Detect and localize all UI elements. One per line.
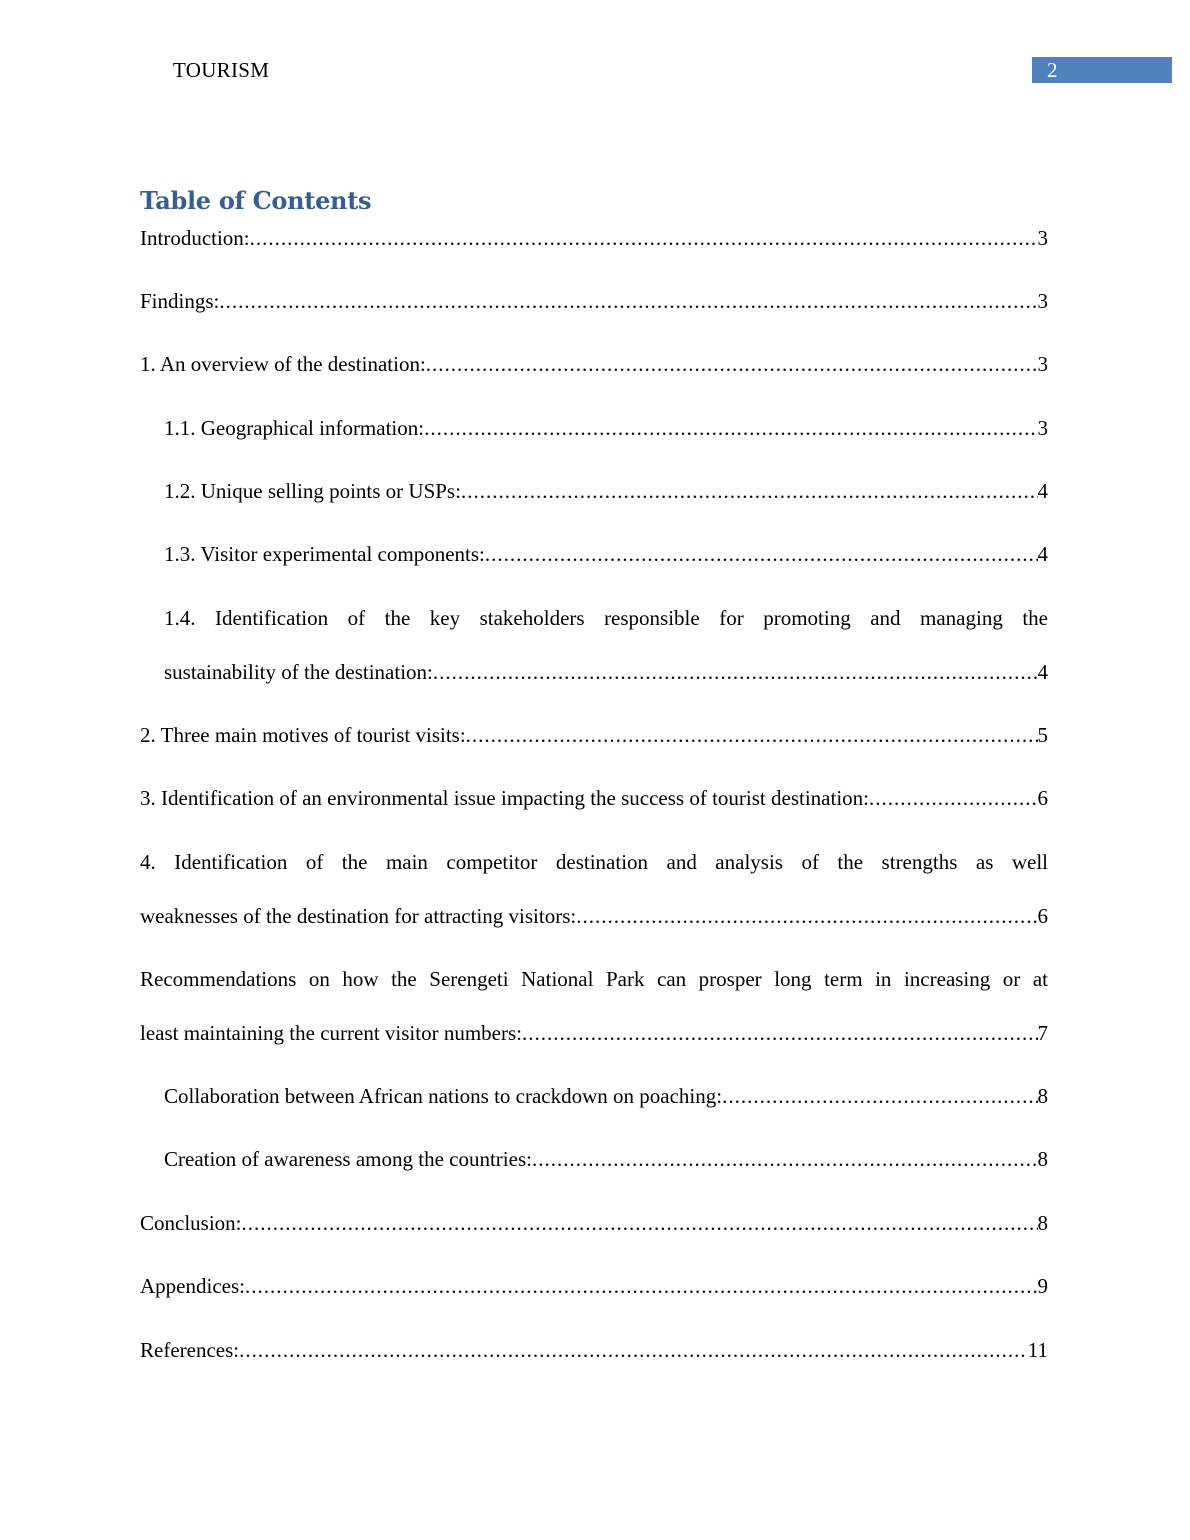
toc-entry-recommendations[interactable] xyxy=(140,1020,1048,1046)
toc-leader xyxy=(532,1146,1038,1172)
toc-leader xyxy=(242,1210,1038,1236)
toc-entry-competitor-line1[interactable]: 4. Identification of the main competitor destination and analysis of the strengths as well xyxy=(140,850,1048,874)
toc-entry-text: 1.2. Unique selling points or USPs: xyxy=(164,479,461,503)
toc-entry-page: 6 xyxy=(1037,904,1048,928)
toc-entry-awareness[interactable] xyxy=(164,1146,1048,1172)
toc-entry-page: 8 xyxy=(1037,1211,1048,1235)
toc-leader xyxy=(722,1083,1037,1109)
toc-entry-page: 3 xyxy=(1037,226,1048,250)
toc-leader xyxy=(250,225,1038,251)
toc-entry-competitor[interactable] xyxy=(140,903,1048,929)
toc-entry-text: least maintaining the current visitor numbers: xyxy=(140,1021,522,1045)
toc-entry-text: Conclusion: xyxy=(140,1211,242,1235)
toc-entry-environmental-issue[interactable] xyxy=(140,785,1048,811)
toc-entry-page: 9 xyxy=(1037,1274,1048,1298)
toc-entry-page: 5 xyxy=(1037,723,1048,747)
toc-leader xyxy=(219,288,1037,314)
toc-leader xyxy=(576,903,1037,929)
toc-entry-text: Collaboration between African nations to crackdown on poaching: xyxy=(164,1084,723,1108)
toc-entry-findings[interactable] xyxy=(140,288,1048,314)
toc-entry-text: 1.1. Geographical information: xyxy=(164,416,425,440)
toc-entry-text: 1. An overview of the destination: xyxy=(140,352,426,376)
toc-entry-text: Creation of awareness among the countries: xyxy=(164,1147,532,1171)
toc-entry-page: 3 xyxy=(1037,352,1048,376)
toc-leader xyxy=(245,1273,1038,1299)
toc-entry-page: 3 xyxy=(1037,416,1048,440)
toc-entry-page: 4 xyxy=(1037,660,1048,684)
toc-leader xyxy=(466,722,1038,748)
toc-leader xyxy=(485,541,1038,567)
toc-leader xyxy=(426,351,1038,377)
toc-leader xyxy=(424,415,1037,441)
toc-entry-text: weaknesses of the destination for attracting visitors: xyxy=(140,904,577,928)
toc-entry-page: 7 xyxy=(1037,1021,1048,1045)
toc-entry-text: 2. Three main motives of tourist visits: xyxy=(140,723,466,747)
toc-entry-references[interactable] xyxy=(140,1337,1048,1363)
running-header-title: TOURISM xyxy=(173,58,270,82)
toc-entry-stakeholders[interactable] xyxy=(164,659,1048,685)
toc-entry-stakeholders-line1[interactable]: 1.4. Identification of the key stakeholders responsible for promoting and managing the xyxy=(164,606,1048,630)
toc-entry-overview[interactable] xyxy=(140,351,1048,377)
toc-entry-text: References: xyxy=(140,1338,240,1362)
toc-entry-recommendations-line1[interactable]: Recommendations on how the Serengeti National Park can prosper long term in increasing or at xyxy=(140,967,1048,991)
toc-leader xyxy=(239,1337,1028,1363)
toc-entry-page: 11 xyxy=(1027,1338,1048,1362)
toc-entry-page: 8 xyxy=(1037,1084,1048,1108)
toc-entry-appendices[interactable] xyxy=(140,1273,1048,1299)
toc-entry-usps[interactable] xyxy=(164,478,1048,504)
toc-entry-text: Appendices: xyxy=(140,1274,245,1298)
toc-entry-page: 3 xyxy=(1037,289,1048,313)
toc-entry-page: 6 xyxy=(1037,786,1048,810)
toc-entry-page: 8 xyxy=(1037,1147,1048,1171)
toc-leader xyxy=(433,659,1038,685)
toc-entry-motives[interactable] xyxy=(140,722,1048,748)
toc-entry-text: sustainability of the destination: xyxy=(164,660,433,684)
toc-entry-visitor-components[interactable] xyxy=(164,541,1048,567)
page-number-box xyxy=(1032,57,1172,83)
toc-entry-collaboration[interactable] xyxy=(164,1083,1048,1109)
toc-entry-text: 3. Identification of an environmental issue impacting the success of tourist destination: xyxy=(140,786,869,810)
toc-leader xyxy=(869,785,1038,811)
toc-entry-page: 4 xyxy=(1037,542,1048,566)
toc-heading: Table of Contents xyxy=(140,186,372,215)
toc-entry-geographical-information[interactable] xyxy=(164,415,1048,441)
toc-entry-text: 1.3. Visitor experimental components: xyxy=(164,542,485,566)
toc-entry-text: Introduction: xyxy=(140,226,250,250)
toc-leader xyxy=(461,478,1038,504)
toc-entry-page: 4 xyxy=(1037,479,1048,503)
toc-entry-text: Findings: xyxy=(140,289,220,313)
toc-leader xyxy=(522,1020,1038,1046)
page-number: 2 xyxy=(1047,58,1058,82)
toc-entry-conclusion[interactable] xyxy=(140,1210,1048,1236)
toc-entry-introduction[interactable] xyxy=(140,225,1048,251)
